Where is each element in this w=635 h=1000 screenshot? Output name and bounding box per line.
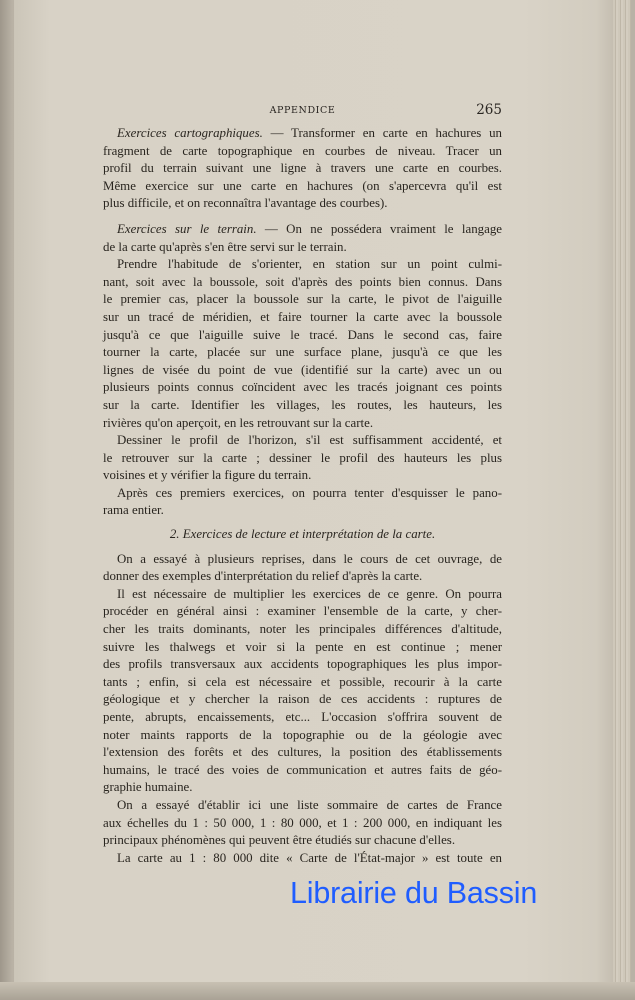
paragraph [103,432,502,485]
text-line: tourner la carte, placée sur une surface plane, jusqu'à ce que les [103,345,502,360]
text-line: des profils transversaux aux accidents topographiques les plus impor- [103,657,502,672]
text-line: tants ; enfin, si cela est nécessaire et possible, recourir à la carte [103,674,502,689]
text-line: rama entier. [103,503,164,518]
text-line: On a essayé d'établir ici une liste sommaire de cartes de France [117,797,502,812]
paragraph [103,850,502,868]
section-heading [103,526,502,544]
text-line: noter maints rapports de la topographie ou de la géologie avec [103,727,502,742]
text-line: procéder en général ainsi : examiner l'ensemble de la carte, y cher- [103,604,502,619]
paragraph-lead-italic: Exercices sur le terrain. [117,221,257,236]
text-line-content: — On ne possédera vraiment le langage [256,221,502,236]
text-line: profil du terrain suivant une ligne à travers une carte en courbes. [103,161,502,176]
text-line: Même exercice sur une carte en hachures (on s'apercevra qu'il est [103,178,502,193]
text-line: aux échelles du 1 : 50 000, 1 : 80 000, et 1 : 200 000, en indiquant les [103,815,502,830]
text-line: plusieurs points connus coïncident avec les tracés joignant ces points [103,380,502,395]
text-line: Prendre l'habitude de s'orienter, en station sur un point culmi- [117,257,502,272]
text-line: fragment de carte topographique en courbes de niveau. Tracer un [103,143,502,158]
text-line: jusqu'à ce que l'aiguille suive le tracé. Dans le second cas, faire [103,327,502,342]
text-line: plus difficile, et on reconnaîtra l'avantage des courbes). [103,196,388,211]
text-line: nant, soit avec la boussole, soit d'après des points bien connus. Dans [103,274,502,289]
text-line: cher les traits dominants, noter les principales différences d'altitude, [103,622,502,637]
paragraph [103,256,502,432]
text-line: On a essayé à plusieurs reprises, dans le cours de cet ouvrage, de [117,551,502,566]
page-bottom-edge [0,982,635,1000]
page-number: 265 [476,102,502,118]
paragraph [103,125,502,213]
text-line: sur la carte. Identifier les villages, les routes, les hauteurs, les [103,397,502,412]
paragraph-lead-italic: Exercices cartographiques. [117,126,263,140]
paragraph [103,485,502,520]
text-line: Il est nécessaire de multiplier les exercices de ce genre. On pourra [117,586,502,601]
text-line: Dessiner le profil de l'horizon, s'il est suffisamment accidenté, et [117,433,502,448]
text-line: suivre les thalwegs et voir si la pente en est continue ; mener [103,639,502,654]
text-line [103,221,502,239]
book-gutter [0,0,14,1000]
text-line: pente, abrupts, encaissements, etc... L'occasion s'offrira souvent de [103,710,502,724]
text-line: géologique et y chercher la raison de ces accidents : ruptures de [103,692,502,707]
text-line: rivières qu'on aperçoit, en les retrouvant sur la carte. [103,415,374,430]
text-line: le retrouver sur la carte ; dessiner le profil des hauteurs les plus [103,450,502,465]
text-line [103,125,502,143]
paragraph [103,586,502,797]
running-header [103,102,502,120]
section-title: Exercices de lecture et interprétation de la carte. [182,527,436,542]
watermark: Librairie du Bassin [290,876,538,910]
paragraph [103,221,502,256]
text-line: graphie humaine. [103,780,193,795]
text-line: de la carte qu'après s'en être servi sur le terrain. [103,239,347,254]
paragraph [103,797,502,850]
page-edges [613,0,631,1000]
section-number: 2. [169,527,180,542]
text-line: donner des exemples d'interprétation du relief d'après la carte. [103,569,423,584]
text-line: lignes de visée du point de vue (identifié sur la carte) avec un ou [103,362,502,377]
text-line: voisines et y vérifier la figure du terrain. [103,468,312,483]
text-line-content: — Transformer en carte en hachures un [262,126,502,140]
text-line: le premier cas, placer la boussole sur la carte, le pivot de l'aiguille [103,292,502,307]
text-line: sur un tracé de méridien, et faire tourner la carte avec la boussole [103,309,502,324]
text-line: l'extension des forêts et des cultures, la position des établissements [103,745,502,760]
paragraph [103,551,502,586]
text-line: humains, le tracé des voies de communication et autres faits de géo- [103,762,502,777]
text-line: La carte au 1 : 80 000 dite « Carte de l'État-major » est toute en [117,850,502,865]
text-line: Après ces premiers exercices, on pourra tenter d'esquisser le pano- [117,485,502,500]
running-title: APPENDICE [269,105,336,116]
text-line: principaux phénomènes qui peuvent être étudiés sur chacune d'elles. [103,833,456,848]
body-text [103,125,502,867]
